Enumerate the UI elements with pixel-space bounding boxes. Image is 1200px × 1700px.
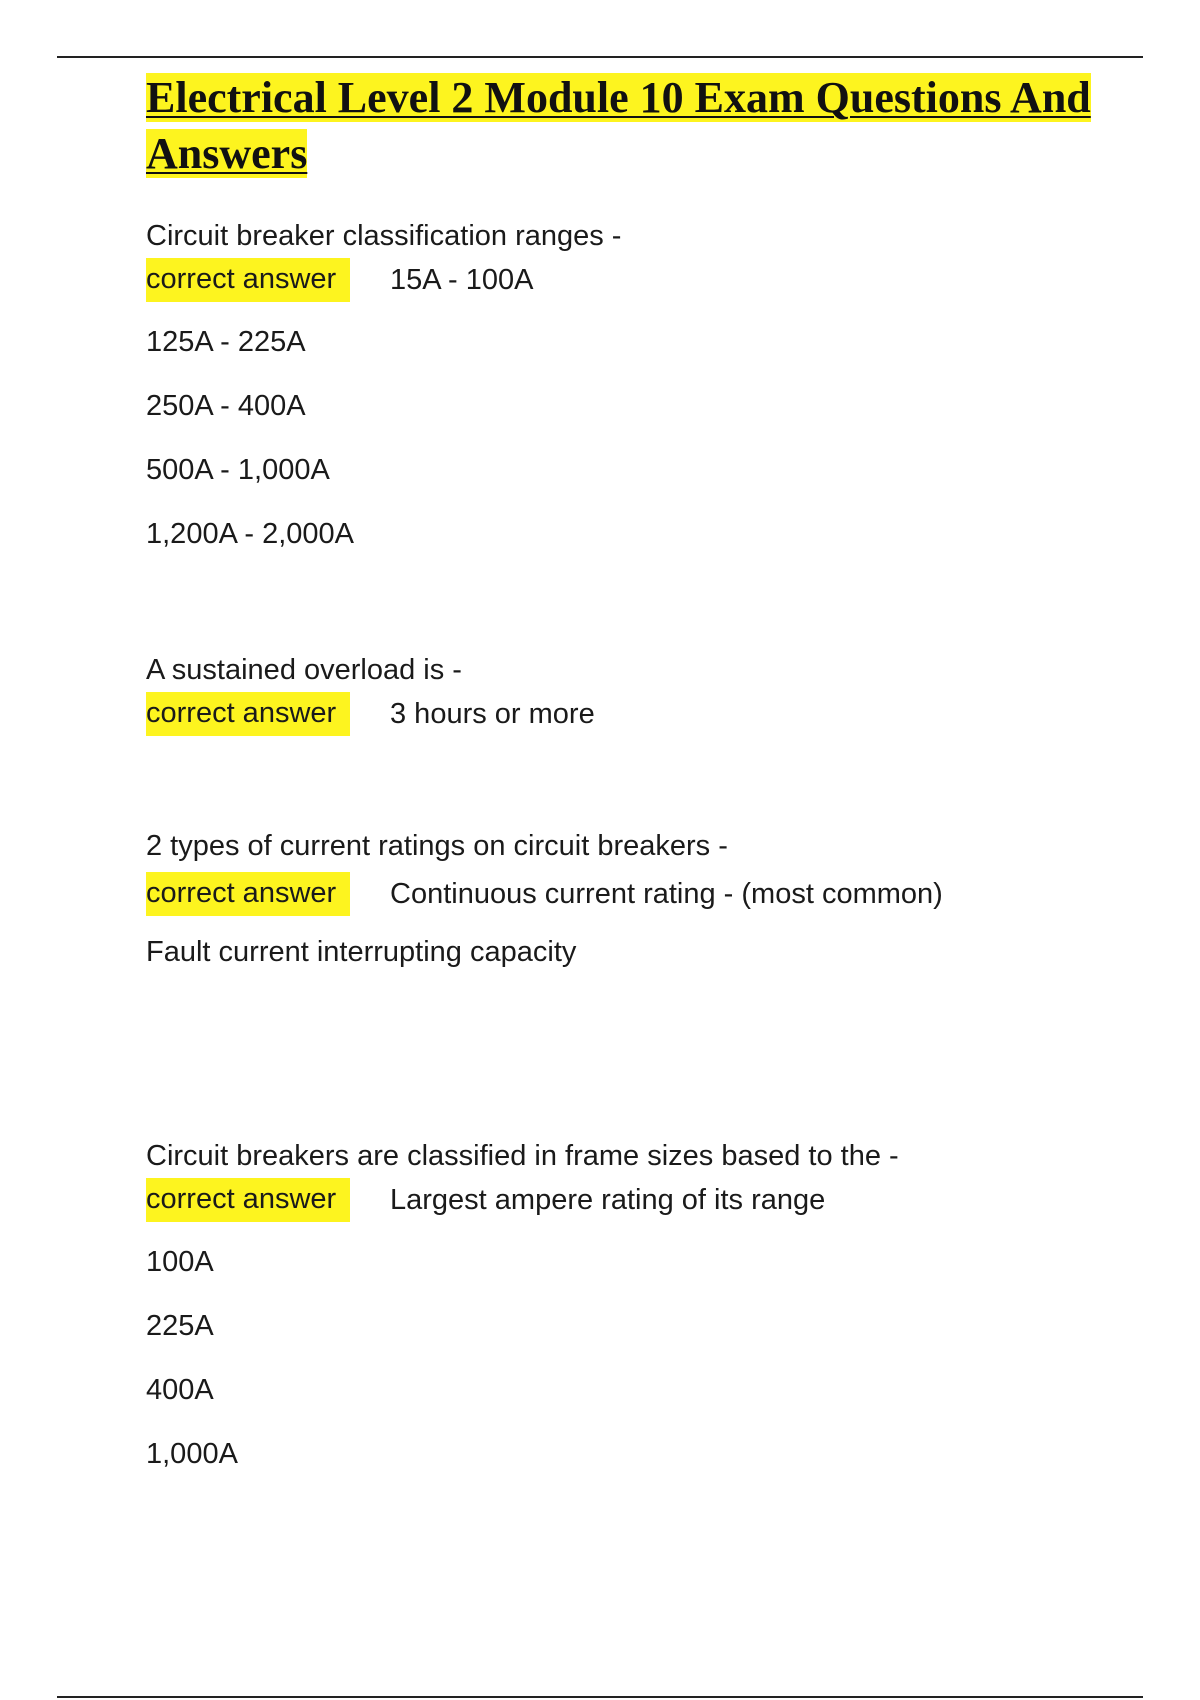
answer-extra-line: 250A - 400A xyxy=(146,390,306,422)
answer-extra-line: 1,200A - 2,000A xyxy=(146,518,354,550)
qa-item xyxy=(146,1136,1096,1472)
answer-text: Largest ampere rating of its range xyxy=(390,1184,826,1216)
answer-label: correct answer xyxy=(146,872,350,916)
answer-row xyxy=(146,690,1096,738)
answer-label: correct answer xyxy=(146,692,350,736)
document-title: Electrical Level 2 Module 10 Exam Questions And Answers xyxy=(146,73,1091,178)
qa-item xyxy=(146,216,1096,552)
answer-text: 15A - 100A xyxy=(390,264,534,296)
answer-row xyxy=(146,1176,1096,1224)
document-body xyxy=(146,70,1096,1470)
qa-item xyxy=(146,650,1096,738)
answer-extra-line: 400A xyxy=(146,1374,214,1406)
answer-row xyxy=(146,866,1096,922)
answer-text: Continuous current rating - (most common) xyxy=(390,878,943,910)
answer-extra-line: 1,000A xyxy=(146,1438,238,1470)
question-text: Circuit breakers are classified in frame sizes based to the - xyxy=(146,1140,899,1172)
answer-extra-line: 125A - 225A xyxy=(146,326,306,358)
answer-label: correct answer xyxy=(146,1178,350,1222)
answer-row xyxy=(146,256,1096,304)
answer-extra-line: 500A - 1,000A xyxy=(146,454,330,486)
answer-extra-line: 225A xyxy=(146,1310,214,1342)
question-text: Circuit breaker classification ranges - xyxy=(146,220,622,252)
qa-item xyxy=(146,826,1096,970)
answer-label: correct answer xyxy=(146,258,350,302)
question-text: A sustained overload is - xyxy=(146,654,462,686)
answer-extra-line: Fault current interrupting capacity xyxy=(146,936,577,968)
question-text: 2 types of current ratings on circuit breakers - xyxy=(146,830,728,862)
bottom-rule xyxy=(57,1696,1143,1698)
answer-text: 3 hours or more xyxy=(390,698,595,730)
top-rule xyxy=(57,56,1143,58)
answer-extra-line: 100A xyxy=(146,1246,214,1278)
